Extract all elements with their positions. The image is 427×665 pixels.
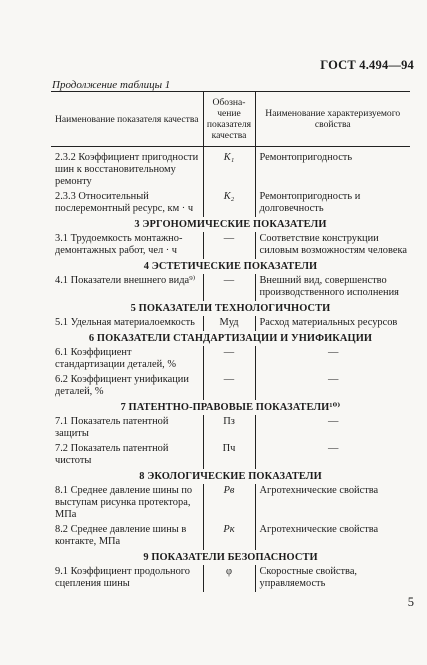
section-heading-row — [51, 550, 410, 565]
indicator-name: 5.1 Удельная материалоемкость — [55, 317, 195, 328]
column-header-symbol: Обозна- чение показателя качества — [203, 92, 255, 147]
property-name: Внешний вид, совершенство производственного исполнения — [255, 274, 410, 301]
indicator-name: 2.3.3 Относительный послеремонтный ресурс, км · ч — [55, 191, 194, 214]
section-heading-row — [51, 301, 410, 316]
indicator-symbol: — — [203, 232, 255, 259]
table-row — [51, 565, 410, 592]
table-row — [51, 147, 410, 191]
section-heading: 5 ПОКАЗАТЕЛИ ТЕХНОЛОГИЧНОСТИ — [130, 303, 331, 314]
indicator-symbol: Пз — [203, 415, 255, 442]
property-name: — — [255, 442, 410, 469]
table-row — [51, 415, 410, 442]
page-number: 5 — [407, 595, 414, 609]
indicator-name: 8.2 Среднее давление шины в контакте, МПа — [55, 524, 187, 547]
section-heading: 6 ПОКАЗАТЕЛИ СТАНДАРТИЗАЦИИ И УНИФИКАЦИИ — [88, 333, 373, 344]
table-row — [51, 346, 410, 373]
property-name: Расход материальных ресурсов — [255, 316, 410, 331]
table-row — [51, 373, 410, 400]
property-name: Агротехнические свойства — [255, 484, 410, 523]
indicator-symbol: Pв — [203, 484, 255, 523]
column-header-indicator-name: Наименование показателя качества — [51, 92, 203, 147]
indicator-name: 8.1 Среднее давление шины по выступам рисунка протектора, МПа — [55, 485, 193, 520]
quality-indicators-table — [51, 91, 410, 592]
section-heading: 7 ПАТЕНТНО-ПРАВОВЫЕ ПОКАЗАТЕЛИ¹⁰⁾ — [120, 402, 341, 413]
section-heading-row — [51, 217, 410, 232]
indicator-symbol: Пч — [203, 442, 255, 469]
indicator-name: 6.1 Коэффициент стандартизации деталей, % — [55, 347, 176, 370]
section-heading: 4 ЭСТЕТИЧЕСКИЕ ПОКАЗАТЕЛИ — [143, 261, 318, 272]
property-name: — — [255, 346, 410, 373]
table-header-row — [51, 92, 410, 147]
property-name: — — [255, 373, 410, 400]
table-continuation-caption: Продолжение таблицы 1 — [52, 79, 171, 91]
property-name: Ремонтопригодность и долговечность — [255, 190, 410, 217]
indicator-symbol: Pк — [203, 523, 255, 550]
section-heading: 3 ЭРГОНОМИЧЕСКИЕ ПОКАЗАТЕЛИ — [134, 219, 327, 230]
indicator-name: 3.1 Трудоемкость монтажно-демонтажных работ, чел · ч — [55, 233, 183, 256]
indicator-name: 7.2 Показатель патентной чистоты — [55, 443, 169, 466]
indicator-symbol: φ — [203, 565, 255, 592]
section-heading-row — [51, 259, 410, 274]
property-name: Скоростные свойства, управляемость — [255, 565, 410, 592]
indicator-name: 2.3.2 Коэффициент пригодности шин к восстановительному ремонту — [55, 152, 199, 187]
property-name: Соответствие конструкции силовым возможностям человека — [255, 232, 410, 259]
table-row — [51, 232, 410, 259]
section-heading: 9 ПОКАЗАТЕЛИ БЕЗОПАСНОСТИ — [143, 552, 318, 563]
indicator-name: 4.1 Показатели внешнего вида⁹⁾ — [55, 275, 196, 286]
table-row — [51, 274, 410, 301]
indicator-symbol: K₁ — [203, 147, 255, 191]
indicator-symbol: — — [203, 274, 255, 301]
property-name: — — [255, 415, 410, 442]
property-name: Агротехнические свойства — [255, 523, 410, 550]
section-heading-row — [51, 400, 410, 415]
indicator-symbol: K₂ — [203, 190, 255, 217]
section-heading-row — [51, 469, 410, 484]
table-row — [51, 523, 410, 550]
document-code: ГОСТ 4.494—94 — [320, 58, 414, 72]
column-header-property: Наименование характеризуемого свойства — [255, 92, 410, 147]
table-row — [51, 484, 410, 523]
table-row — [51, 190, 410, 217]
property-name: Ремонтопригодность — [255, 147, 410, 191]
indicator-name: 9.1 Коэффициент продольного сцепления шины — [55, 566, 190, 589]
table-row — [51, 316, 410, 331]
indicator-symbol: Mуд — [203, 316, 255, 331]
table-row — [51, 442, 410, 469]
section-heading: 8 ЭКОЛОГИЧЕСКИЕ ПОКАЗАТЕЛИ — [139, 471, 322, 482]
section-heading-row — [51, 331, 410, 346]
indicator-symbol: — — [203, 346, 255, 373]
indicator-symbol: — — [203, 373, 255, 400]
indicator-name: 7.1 Показатель патентной защиты — [55, 416, 169, 439]
indicator-name: 6.2 Коэффициент унификации деталей, % — [55, 374, 189, 397]
